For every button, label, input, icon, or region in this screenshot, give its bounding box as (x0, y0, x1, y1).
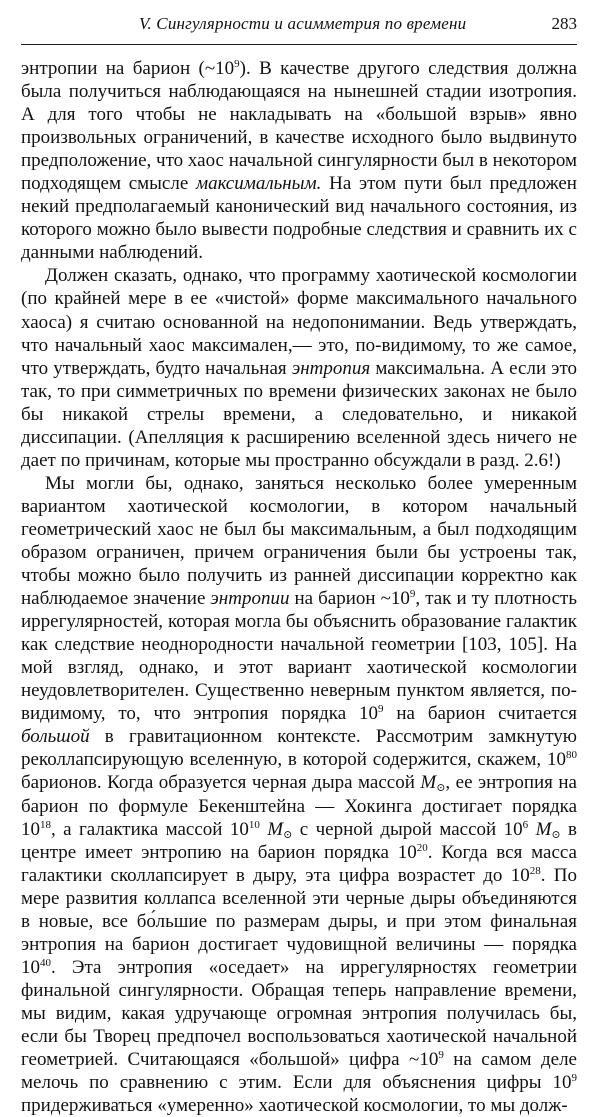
subscript: ⊙ (283, 828, 293, 841)
superscript: 10 (248, 818, 260, 831)
emphasis-text: максимальным. (195, 173, 322, 195)
text-run: . Эта энтропия «оседает» на иррегулярностях геометрии финальной сингулярности. Обращая теперь направление времени, мы видим, какая удручающе огромная энтропия получилась бы, если бы Творец предпочел воспользоваться хаотической начальной геометрией. Считающаяся «большой» цифра ~10 (21, 956, 577, 1071)
text-run: , так и ту плотность иррегулярностей, которая могла бы объяснить образование галактик как следствие неоднородности начальной геометрии [103, 105]. На мой взгляд, однако, и этот вариант хаотической космологии неудовлетворителен. Существенно неверным пунктом является, по-видимому, то, что энтропия порядка 10 (21, 588, 577, 725)
text-run: Должен сказать, однако, что программу хаотической космологии (по крайней мере в ее «чистой» форме максимального начального хаоса) я считаю основанной на недопонимании. Ведь утверждать, что начальный хаос максимален,— это, по-видимому, то же самое, что утверждать, будто начальная (21, 265, 577, 379)
subscript: ⊙ (551, 828, 561, 841)
text-run: . Когда вся масса галактики сколлапсирует в дыру, эта цифра возрастет до 10 (21, 841, 577, 886)
superscript: 9 (571, 1072, 577, 1085)
running-header (21, 0, 577, 45)
text-run: в гравитационном контексте. Рассмотрим замкнутую реколлапсирующую вселенную, в которой содержится, скажем, 10 (21, 726, 577, 771)
emphasis-text: энтропии (210, 588, 290, 610)
superscript: 18 (40, 818, 51, 831)
superscript: 9 (438, 1049, 444, 1062)
running-title: V. Сингулярности и асимметрия по времени (139, 14, 467, 33)
emphasis-text: M (267, 818, 284, 840)
text-run: . По мере развития коллапса вселенной эти черные дыры объединяются в новые, все бо́льшие по размерам дыры, и при этом финальная энтропия на барион достигает чудовищной величины — порядка 10 (21, 864, 577, 978)
text-run: барионов. Когда образуется черная дыра массой (21, 772, 421, 794)
body-text (21, 57, 577, 1117)
text-run: в центре имеет энтропию на барион порядка 10 (21, 818, 577, 863)
text-run: на барион ~10 (289, 588, 410, 610)
paragraph (21, 264, 577, 471)
paragraph (21, 472, 577, 1117)
text-run: На этом пути был предложен некий предполагаемый канонический вид начального состояния, из которого можно было вывести подробные следствия и сравнить их с данными наблюдений. (21, 173, 577, 264)
text-run: с черной дырой массой 10 (292, 818, 523, 840)
text-run: на самом деле мелочь по сравнению с этим. Если для объяснения цифры 10 (21, 1049, 577, 1094)
superscript: 9 (234, 58, 240, 70)
text-run: , ее энтропия на барион по формуле Бекенштейна — Хокинга достигает порядка 10 (21, 772, 577, 840)
superscript: 28 (529, 864, 541, 877)
emphasis-text: энтропия (291, 357, 371, 379)
text-run: на барион считается (383, 703, 577, 725)
text-run: энтропии на барион (~10 (21, 58, 235, 79)
text-run: , а галактика массой 10 (51, 818, 249, 840)
emphasis-text: M (420, 772, 437, 794)
emphasis-text: большой (21, 726, 90, 748)
subscript: ⊙ (436, 782, 446, 795)
superscript: 6 (522, 818, 529, 831)
text-run: ). В качестве другого следствия должна была получиться наблюдающаяся на нынешней стадии изотропия. А для того чтобы не накладывать на «большой взрыв» явно произвольных ограничений, в качестве исходного было выдвинуто предположение, что хаос начальной сингулярности был в некотором подходящем смысле (21, 58, 577, 195)
text-run: Мы могли бы, однако, заняться несколько более умеренным вариантом хаотической космологии, в котором начальный геометрический хаос не был бы максимальным, а был подходящим образом ограничен, причем ограничения были бы устроены так, чтобы можно было получить из ранней диссипации корректно как наблюдаемое значение (21, 472, 577, 610)
superscript: 9 (378, 703, 384, 716)
text-run (528, 819, 535, 840)
paragraph (21, 57, 577, 264)
text-run: придерживаться «умеренно» хаотической космологии, то мы долж- (21, 1095, 568, 1117)
superscript: 40 (40, 956, 51, 969)
superscript: 80 (566, 749, 577, 762)
page-number: 283 (551, 14, 577, 33)
emphasis-text: M (535, 818, 552, 840)
superscript: 20 (416, 841, 428, 854)
text-run: максимальна. А если это так, то при симметричных по времени физических законах не было бы никакой стрелы времени, а следовательно, и никакой диссипации. (Апелляция к расширению вселенной здесь ничего не дает по причинам, которые мы пространно обсуждали в разд. 2.6!) (21, 357, 577, 471)
superscript: 9 (409, 588, 416, 601)
